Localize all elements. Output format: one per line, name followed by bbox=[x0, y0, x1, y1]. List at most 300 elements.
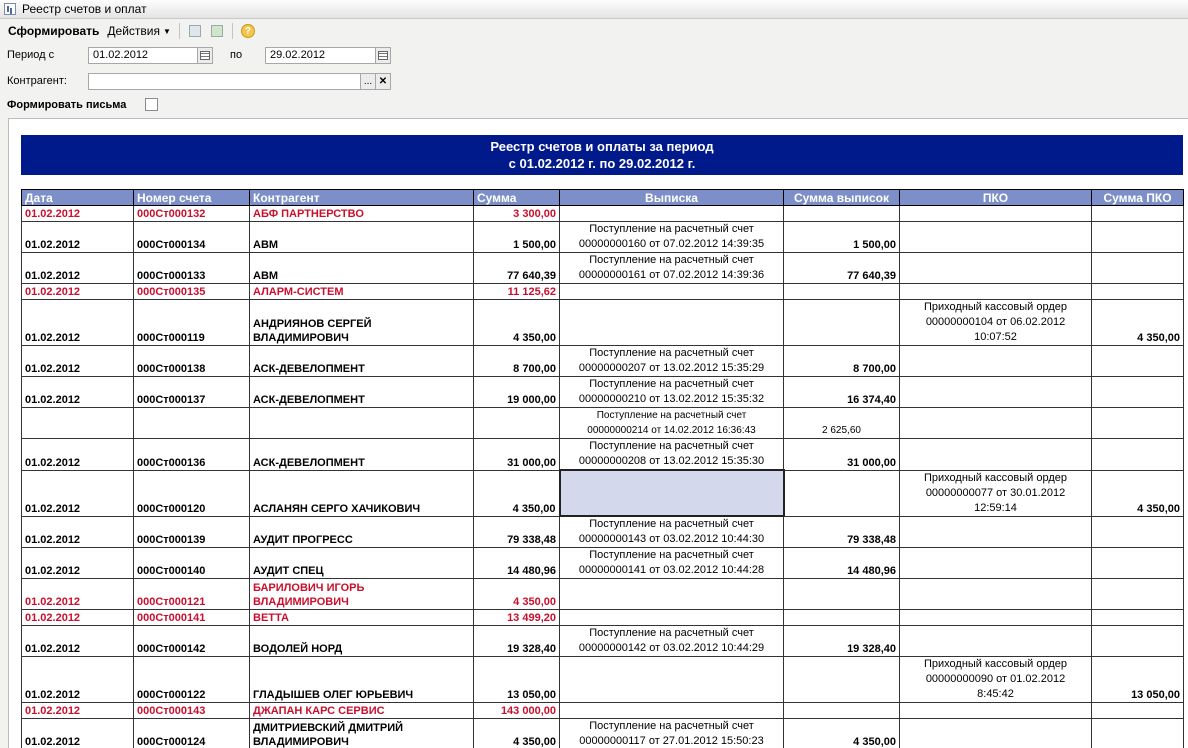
cell-date[interactable] bbox=[22, 470, 134, 516]
cell-date[interactable] bbox=[22, 703, 134, 719]
cell-statement-sum[interactable] bbox=[784, 703, 900, 719]
cell-invoice-number-line: 000Ст000139 bbox=[137, 534, 206, 546]
cell-invoice-number[interactable] bbox=[134, 253, 250, 284]
calendar-icon[interactable] bbox=[375, 47, 391, 64]
cell-invoice-number[interactable] bbox=[134, 284, 250, 300]
cell-statement[interactable] bbox=[560, 377, 784, 408]
cell-date[interactable] bbox=[22, 206, 134, 222]
cell-counterparty[interactable] bbox=[250, 703, 474, 719]
cell-counterparty[interactable] bbox=[250, 253, 474, 284]
cell-date[interactable] bbox=[22, 346, 134, 377]
cell-pko-sum[interactable] bbox=[1092, 222, 1184, 253]
cell-sum[interactable] bbox=[474, 439, 560, 471]
cell-invoice-number-line: 000Ст000132 bbox=[137, 208, 206, 220]
clear-icon[interactable]: ✕ bbox=[375, 73, 391, 90]
cell-pko-line: 12:59:14 bbox=[974, 501, 1017, 514]
cell-statement-line: Поступление на расчетный счет bbox=[596, 410, 747, 421]
report-icon bbox=[4, 3, 16, 15]
cell-invoice-number-line: 000Ст000124 bbox=[137, 736, 206, 748]
cell-invoice-number[interactable] bbox=[134, 222, 250, 253]
cell-invoice-number[interactable] bbox=[134, 439, 250, 471]
cell-pko-sum[interactable] bbox=[1092, 516, 1184, 548]
table-row[interactable] bbox=[22, 610, 1184, 626]
counterparty-field[interactable] bbox=[88, 73, 361, 90]
table-row[interactable] bbox=[22, 377, 1184, 408]
cell-pko[interactable] bbox=[900, 516, 1092, 548]
cell-sum-line: 4 350,00 bbox=[513, 736, 556, 748]
cell-sum[interactable] bbox=[474, 470, 560, 516]
cell-counterparty-line: АСК-ДЕВЕЛОПМЕНТ bbox=[253, 363, 365, 375]
cell-pko-sum[interactable] bbox=[1092, 626, 1184, 657]
cell-invoice-number[interactable] bbox=[134, 657, 250, 703]
cell-pko[interactable] bbox=[900, 346, 1092, 377]
cell-date[interactable] bbox=[22, 300, 134, 346]
cell-date-line: 01.02.2012 bbox=[25, 705, 81, 717]
cell-statement-line: Поступление на расчетный счет bbox=[589, 254, 754, 266]
cell-statement-line: Поступление на расчетный счет bbox=[589, 518, 754, 530]
col-statement-sum: Сумма выписок bbox=[784, 190, 900, 206]
cell-sum[interactable] bbox=[474, 516, 560, 548]
cell-sum-line: 77 640,39 bbox=[507, 270, 556, 282]
cell-pko[interactable] bbox=[900, 657, 1092, 703]
letters-checkbox[interactable] bbox=[145, 98, 158, 111]
cell-counterparty[interactable] bbox=[250, 408, 474, 439]
cell-statement-line: 00000000143 от 03.02.2012 10:44:30 bbox=[578, 533, 765, 545]
cell-pko-line: Приходный кассовый ордер bbox=[923, 471, 1068, 484]
table-row[interactable] bbox=[22, 439, 1184, 471]
cell-pko[interactable] bbox=[900, 439, 1092, 471]
cell-pko-sum[interactable] bbox=[1092, 253, 1184, 284]
cell-sum-line: 8 700,00 bbox=[513, 363, 556, 375]
cell-date[interactable] bbox=[22, 626, 134, 657]
cell-sum[interactable] bbox=[474, 206, 560, 222]
report-title-line2: с 01.02.2012 г. по 29.02.2012 г. bbox=[508, 156, 696, 171]
cell-sum-line: 4 350,00 bbox=[512, 502, 556, 515]
cell-statement-sum[interactable] bbox=[784, 719, 900, 748]
cell-counterparty[interactable] bbox=[250, 548, 474, 579]
actions-menu-button[interactable] bbox=[103, 22, 175, 40]
cell-counterparty[interactable] bbox=[250, 206, 474, 222]
cell-counterparty-line: АСЛАНЯН СЕРГО ХАЧИКОВИЧ bbox=[253, 502, 421, 515]
cell-statement-sum[interactable] bbox=[784, 579, 900, 610]
cell-date[interactable] bbox=[22, 408, 134, 439]
cell-invoice-number[interactable] bbox=[134, 548, 250, 579]
caret-down-icon: ▼ bbox=[163, 26, 171, 36]
cell-statement-sum[interactable] bbox=[784, 408, 900, 439]
cell-invoice-number-line: 000Ст000142 bbox=[137, 643, 206, 655]
cell-statement[interactable] bbox=[560, 284, 784, 300]
cell-date[interactable] bbox=[22, 222, 134, 253]
cell-sum-line: 4 350,00 bbox=[513, 596, 556, 608]
table-row[interactable] bbox=[22, 346, 1184, 377]
cell-counterparty-line: АНДРИЯНОВ СЕРГЕЙ bbox=[253, 318, 372, 330]
cell-statement-sum[interactable] bbox=[784, 253, 900, 284]
cell-sum[interactable] bbox=[474, 657, 560, 703]
cell-date[interactable] bbox=[22, 284, 134, 300]
cell-statement-line: Поступление на расчетный счет bbox=[589, 720, 754, 732]
cell-statement-line: 00000000142 от 03.02.2012 10:44:29 bbox=[578, 642, 765, 654]
cell-pko[interactable] bbox=[900, 579, 1092, 610]
toolbar-separator bbox=[179, 23, 180, 39]
cell-pko[interactable] bbox=[900, 719, 1092, 748]
cell-date[interactable] bbox=[22, 579, 134, 610]
letters-label: Формировать письма bbox=[7, 99, 127, 111]
cell-invoice-number[interactable] bbox=[134, 703, 250, 719]
cell-statement[interactable] bbox=[560, 516, 784, 548]
cell-statement-sum[interactable] bbox=[784, 626, 900, 657]
cell-sum[interactable] bbox=[474, 284, 560, 300]
cell-statement-sum-line: 19 328,40 bbox=[847, 643, 896, 655]
cell-sum[interactable] bbox=[474, 719, 560, 748]
cell-pko[interactable] bbox=[900, 284, 1092, 300]
cell-counterparty[interactable] bbox=[250, 346, 474, 377]
cell-counterparty-line: АБФ ПАРТНЕРСТВО bbox=[253, 208, 364, 220]
cell-sum-line: 19 328,40 bbox=[507, 643, 556, 655]
cell-statement[interactable] bbox=[560, 626, 784, 657]
cell-pko[interactable] bbox=[900, 408, 1092, 439]
cell-invoice-number[interactable] bbox=[134, 408, 250, 439]
cell-invoice-number[interactable] bbox=[134, 719, 250, 748]
cell-invoice-number[interactable] bbox=[134, 300, 250, 346]
table-row[interactable] bbox=[22, 719, 1184, 748]
help-icon[interactable]: ? bbox=[239, 22, 257, 40]
cell-date-line: 01.02.2012 bbox=[25, 534, 81, 546]
cell-invoice-number[interactable] bbox=[134, 626, 250, 657]
cell-pko-line: 00000000090 от 01.02.2012 bbox=[925, 673, 1066, 685]
cell-sum[interactable] bbox=[474, 222, 560, 253]
cell-statement[interactable] bbox=[560, 300, 784, 346]
cell-pko-sum[interactable] bbox=[1092, 470, 1184, 516]
cell-statement-line: 00000000117 от 27.01.2012 15:50:23 bbox=[579, 735, 764, 747]
col-statement: Выписка bbox=[560, 190, 784, 206]
col-sum: Сумма bbox=[474, 190, 560, 206]
table-row[interactable] bbox=[22, 548, 1184, 579]
cell-statement-line: 00000000207 от 13.02.2012 15:35:29 bbox=[578, 362, 765, 374]
cell-date-line: 01.02.2012 bbox=[25, 596, 81, 608]
cell-counterparty-line: ВЛАДИМИРОВИЧ bbox=[253, 736, 349, 748]
cell-counterparty-line: АСК-ДЕВЕЛОПМЕНТ bbox=[253, 456, 365, 469]
period-to-field[interactable]: 29.02.2012 bbox=[265, 47, 376, 64]
cell-statement[interactable] bbox=[560, 470, 784, 516]
cell-statement-sum-line: 8 700,00 bbox=[853, 363, 896, 375]
cell-statement-sum-line: 16 374,40 bbox=[847, 394, 896, 406]
table-row[interactable] bbox=[22, 470, 1184, 516]
cell-pko-line: 10:07:52 bbox=[974, 331, 1017, 343]
cell-pko-line: 8:45:42 bbox=[977, 688, 1014, 700]
cell-statement-sum[interactable] bbox=[784, 470, 900, 516]
cell-pko[interactable] bbox=[900, 470, 1092, 516]
cell-date[interactable] bbox=[22, 516, 134, 548]
cell-counterparty-line: ДМИТРИЕВСКИЙ ДМИТРИЙ bbox=[253, 722, 404, 734]
cell-invoice-number[interactable] bbox=[134, 579, 250, 610]
cell-statement-sum-line: 77 640,39 bbox=[847, 270, 896, 282]
cell-counterparty[interactable] bbox=[250, 377, 474, 408]
cell-statement-line: 00000000208 от 13.02.2012 15:35:30 bbox=[578, 455, 765, 467]
cell-pko-sum-line: 4 350,00 bbox=[1137, 502, 1180, 515]
cell-statement[interactable] bbox=[560, 703, 784, 719]
settings-icon[interactable] bbox=[186, 22, 204, 40]
cell-sum-line: 1 500,00 bbox=[513, 239, 556, 251]
cell-sum[interactable] bbox=[474, 346, 560, 377]
cell-statement-sum-line: 14 480,96 bbox=[847, 565, 896, 577]
cell-statement-sum[interactable] bbox=[784, 206, 900, 222]
cell-statement-sum-line: 2 625,60 bbox=[822, 425, 861, 436]
cell-counterparty[interactable] bbox=[250, 719, 474, 748]
cell-invoice-number[interactable] bbox=[134, 377, 250, 408]
cell-pko[interactable] bbox=[900, 548, 1092, 579]
table-row[interactable] bbox=[22, 206, 1184, 222]
cell-pko-sum[interactable] bbox=[1092, 206, 1184, 222]
cell-date-line: 01.02.2012 bbox=[25, 208, 81, 220]
cell-invoice-number-line: 000Ст000119 bbox=[137, 332, 205, 344]
cell-sum-line: 11 125,62 bbox=[507, 286, 556, 298]
cell-statement-sum[interactable] bbox=[784, 516, 900, 548]
cell-pko-sum[interactable] bbox=[1092, 579, 1184, 610]
cell-pko[interactable] bbox=[900, 222, 1092, 253]
cell-counterparty[interactable] bbox=[250, 222, 474, 253]
report-title-line1: Реестр счетов и оплаты за период bbox=[490, 139, 714, 154]
table-row[interactable] bbox=[22, 222, 1184, 253]
calendar-icon[interactable] bbox=[197, 47, 213, 64]
cell-pko[interactable] bbox=[900, 626, 1092, 657]
generate-button[interactable]: Сформировать bbox=[8, 24, 100, 38]
cell-statement-line: Поступление на расчетный счет bbox=[589, 627, 754, 639]
cell-statement-sum-line: 4 350,00 bbox=[853, 736, 896, 748]
cell-counterparty[interactable] bbox=[250, 516, 474, 548]
cell-counterparty[interactable] bbox=[250, 470, 474, 516]
cell-counterparty-line: АУДИТ СПЕЦ bbox=[253, 565, 324, 577]
cell-date-line: 01.02.2012 bbox=[25, 394, 81, 406]
table-row[interactable] bbox=[22, 703, 1184, 719]
cell-sum[interactable] bbox=[474, 377, 560, 408]
cell-statement-sum[interactable] bbox=[784, 657, 900, 703]
cell-sum-line: 13 499,20 bbox=[507, 612, 556, 624]
cell-date[interactable] bbox=[22, 377, 134, 408]
cell-sum-line: 31 000,00 bbox=[507, 456, 556, 469]
cell-invoice-number-line: 000Ст000121 bbox=[137, 596, 206, 608]
cell-statement-sum[interactable] bbox=[784, 300, 900, 346]
cell-counterparty-line: АУДИТ ПРОГРЕСС bbox=[253, 534, 353, 546]
cell-pko-line: 00000000104 от 06.02.2012 bbox=[925, 316, 1066, 328]
cell-statement[interactable] bbox=[560, 206, 784, 222]
cell-sum[interactable] bbox=[474, 610, 560, 626]
cell-date[interactable] bbox=[22, 548, 134, 579]
cell-sum-line: 19 000,00 bbox=[507, 394, 556, 406]
cell-statement[interactable] bbox=[560, 253, 784, 284]
cell-pko[interactable] bbox=[900, 253, 1092, 284]
cell-sum[interactable] bbox=[474, 408, 560, 439]
toolbar bbox=[0, 20, 1188, 42]
cell-sum[interactable] bbox=[474, 703, 560, 719]
export-icon[interactable] bbox=[208, 22, 226, 40]
cell-statement-sum-line: 79 338,48 bbox=[847, 534, 896, 546]
cell-date[interactable] bbox=[22, 719, 134, 748]
cell-date[interactable] bbox=[22, 439, 134, 471]
col-pko-sum: Сумма ПКО bbox=[1092, 190, 1184, 206]
cell-invoice-number[interactable] bbox=[134, 206, 250, 222]
cell-counterparty[interactable] bbox=[250, 579, 474, 610]
report-title bbox=[21, 135, 1183, 175]
cell-date-line: 01.02.2012 bbox=[25, 643, 81, 655]
table-row[interactable] bbox=[22, 253, 1184, 284]
cell-sum-line: 3 300,00 bbox=[513, 208, 556, 220]
cell-pko-sum[interactable] bbox=[1092, 377, 1184, 408]
cell-date[interactable] bbox=[22, 610, 134, 626]
cell-date-line: 01.02.2012 bbox=[25, 286, 81, 298]
title-bar bbox=[0, 0, 1188, 19]
cell-sum-line: 14 480,96 bbox=[507, 565, 556, 577]
cell-pko-sum[interactable] bbox=[1092, 610, 1184, 626]
cell-counterparty-line: ВОДОЛЕЙ НОРД bbox=[253, 643, 343, 655]
cell-invoice-number[interactable] bbox=[134, 470, 250, 516]
cell-counterparty[interactable] bbox=[250, 439, 474, 471]
col-invoice-number: Номер счета bbox=[134, 190, 250, 206]
cell-pko-line: 00000000077 от 30.01.2012 bbox=[925, 486, 1066, 499]
cell-invoice-number[interactable] bbox=[134, 346, 250, 377]
cell-statement[interactable] bbox=[560, 719, 784, 748]
cell-statement[interactable] bbox=[560, 408, 784, 439]
cell-sum-line: 79 338,48 bbox=[507, 534, 556, 546]
cell-counterparty-line: ДЖАПАН КАРС СЕРВИС bbox=[253, 705, 385, 717]
cell-pko-sum[interactable] bbox=[1092, 300, 1184, 346]
cell-invoice-number-line: 000Ст000136 bbox=[137, 456, 206, 469]
cell-date[interactable] bbox=[22, 657, 134, 703]
cell-counterparty-line: АВМ bbox=[253, 270, 279, 282]
cell-statement[interactable] bbox=[560, 579, 784, 610]
cell-pko-sum[interactable] bbox=[1092, 284, 1184, 300]
period-from-field[interactable]: 01.02.2012 bbox=[88, 47, 198, 64]
cell-sum-line: 4 350,00 bbox=[513, 332, 556, 344]
table-row[interactable] bbox=[22, 626, 1184, 657]
period-from-label: Период с bbox=[7, 49, 55, 61]
cell-pko-sum[interactable] bbox=[1092, 548, 1184, 579]
cell-statement-line: Поступление на расчетный счет bbox=[589, 549, 754, 561]
cell-date-line: 01.02.2012 bbox=[25, 736, 81, 748]
cell-pko[interactable] bbox=[900, 206, 1092, 222]
cell-sum[interactable] bbox=[474, 626, 560, 657]
table-header bbox=[22, 190, 1184, 206]
cell-counterparty-line: АСК-ДЕВЕЛОПМЕНТ bbox=[253, 394, 365, 406]
cell-statement-sum[interactable] bbox=[784, 548, 900, 579]
cell-sum[interactable] bbox=[474, 253, 560, 284]
cell-statement-line: 00000000141 от 03.02.2012 10:44:28 bbox=[578, 564, 765, 576]
cell-statement[interactable] bbox=[560, 439, 784, 471]
cell-pko[interactable] bbox=[900, 610, 1092, 626]
cell-pko-sum[interactable] bbox=[1092, 408, 1184, 439]
cell-statement-line: 00000000210 от 13.02.2012 15:35:32 bbox=[578, 393, 765, 405]
cell-pko[interactable] bbox=[900, 300, 1092, 346]
cell-counterparty[interactable] bbox=[250, 626, 474, 657]
cell-pko[interactable] bbox=[900, 703, 1092, 719]
report-area[interactable] bbox=[8, 118, 1188, 748]
cell-statement[interactable] bbox=[560, 657, 784, 703]
table-row[interactable] bbox=[22, 300, 1184, 346]
cell-sum-line: 13 050,00 bbox=[507, 689, 556, 701]
cell-counterparty-line: АВМ bbox=[253, 239, 279, 251]
cell-statement-sum[interactable] bbox=[784, 222, 900, 253]
table-row[interactable] bbox=[22, 408, 1184, 439]
cell-counterparty[interactable] bbox=[250, 300, 474, 346]
cell-date-line: 01.02.2012 bbox=[25, 689, 81, 701]
cell-invoice-number[interactable] bbox=[134, 516, 250, 548]
cell-invoice-number-line: 000Ст000138 bbox=[137, 363, 206, 375]
cell-pko-sum[interactable] bbox=[1092, 719, 1184, 748]
cell-invoice-number-line: 000Ст000134 bbox=[137, 239, 206, 251]
cell-invoice-number-line: 000Ст000120 bbox=[137, 502, 206, 515]
cell-date-line: 01.02.2012 bbox=[25, 565, 81, 577]
toolbar-separator bbox=[232, 23, 233, 39]
cell-statement[interactable] bbox=[560, 548, 784, 579]
cell-sum[interactable] bbox=[474, 579, 560, 610]
cell-statement-line: 00000000160 от 07.02.2012 14:39:35 bbox=[578, 238, 765, 250]
cell-sum[interactable] bbox=[474, 300, 560, 346]
select-counterparty-button[interactable]: ... bbox=[360, 73, 376, 90]
table-row[interactable] bbox=[22, 284, 1184, 300]
cell-date-line: 01.02.2012 bbox=[25, 332, 81, 344]
cell-invoice-number-line: 000Ст000143 bbox=[137, 705, 206, 717]
cell-counterparty-line: ВЛАДИМИРОВИЧ bbox=[253, 596, 349, 608]
cell-statement-sum-line: 31 000,00 bbox=[847, 456, 896, 469]
cell-date-line: 01.02.2012 bbox=[25, 363, 81, 375]
cell-pko[interactable] bbox=[900, 377, 1092, 408]
col-pko: ПКО bbox=[900, 190, 1092, 206]
cell-pko-sum[interactable] bbox=[1092, 439, 1184, 471]
cell-date[interactable] bbox=[22, 253, 134, 284]
cell-statement-sum[interactable] bbox=[784, 610, 900, 626]
cell-invoice-number-line: 000Ст000135 bbox=[137, 286, 206, 298]
cell-pko-sum[interactable] bbox=[1092, 703, 1184, 719]
cell-invoice-number-line: 000Ст000137 bbox=[137, 394, 206, 406]
cell-statement-sum[interactable] bbox=[784, 346, 900, 377]
report-table bbox=[21, 189, 1184, 748]
table-row[interactable] bbox=[22, 516, 1184, 548]
cell-pko-sum-line: 4 350,00 bbox=[1137, 332, 1180, 344]
cell-statement[interactable] bbox=[560, 346, 784, 377]
cell-statement[interactable] bbox=[560, 610, 784, 626]
cell-statement-line: 00000000161 от 07.02.2012 14:39:36 bbox=[578, 269, 765, 281]
window-title: Реестр счетов и оплат bbox=[22, 2, 147, 16]
table-row[interactable] bbox=[22, 657, 1184, 703]
col-counterparty: Контрагент bbox=[250, 190, 474, 206]
cell-invoice-number[interactable] bbox=[134, 610, 250, 626]
cell-invoice-number-line: 000Ст000141 bbox=[137, 612, 206, 624]
col-date: Дата bbox=[22, 190, 134, 206]
cell-statement-line: 00000000214 от 14.02.2012 16:36:43 bbox=[587, 425, 756, 436]
cell-statement-line: Поступление на расчетный счет bbox=[589, 440, 754, 452]
table-row[interactable] bbox=[22, 579, 1184, 610]
cell-counterparty-line: ГЛАДЫШЕВ ОЛЕГ ЮРЬЕВИЧ bbox=[253, 689, 414, 701]
cell-pko-sum[interactable] bbox=[1092, 346, 1184, 377]
cell-counterparty-line: ВЕТТА bbox=[253, 612, 289, 624]
cell-pko-sum[interactable] bbox=[1092, 657, 1184, 703]
cell-invoice-number-line: 000Ст000140 bbox=[137, 565, 206, 577]
cell-counterparty[interactable] bbox=[250, 284, 474, 300]
cell-statement-line: Поступление на расчетный счет bbox=[589, 378, 754, 390]
cell-invoice-number-line: 000Ст000122 bbox=[137, 689, 206, 701]
cell-statement-sum[interactable] bbox=[784, 439, 900, 471]
cell-statement-sum[interactable] bbox=[784, 284, 900, 300]
cell-counterparty[interactable] bbox=[250, 657, 474, 703]
cell-date-line: 01.02.2012 bbox=[25, 502, 81, 515]
cell-statement[interactable] bbox=[560, 222, 784, 253]
cell-sum[interactable] bbox=[474, 548, 560, 579]
cell-date-line: 01.02.2012 bbox=[25, 612, 81, 624]
counterparty-label: Контрагент: bbox=[7, 75, 67, 87]
cell-statement-line: Поступление на расчетный счет bbox=[589, 223, 754, 235]
cell-counterparty[interactable] bbox=[250, 610, 474, 626]
cell-statement-sum[interactable] bbox=[784, 377, 900, 408]
cell-pko-line: Приходный кассовый ордер bbox=[923, 301, 1068, 313]
